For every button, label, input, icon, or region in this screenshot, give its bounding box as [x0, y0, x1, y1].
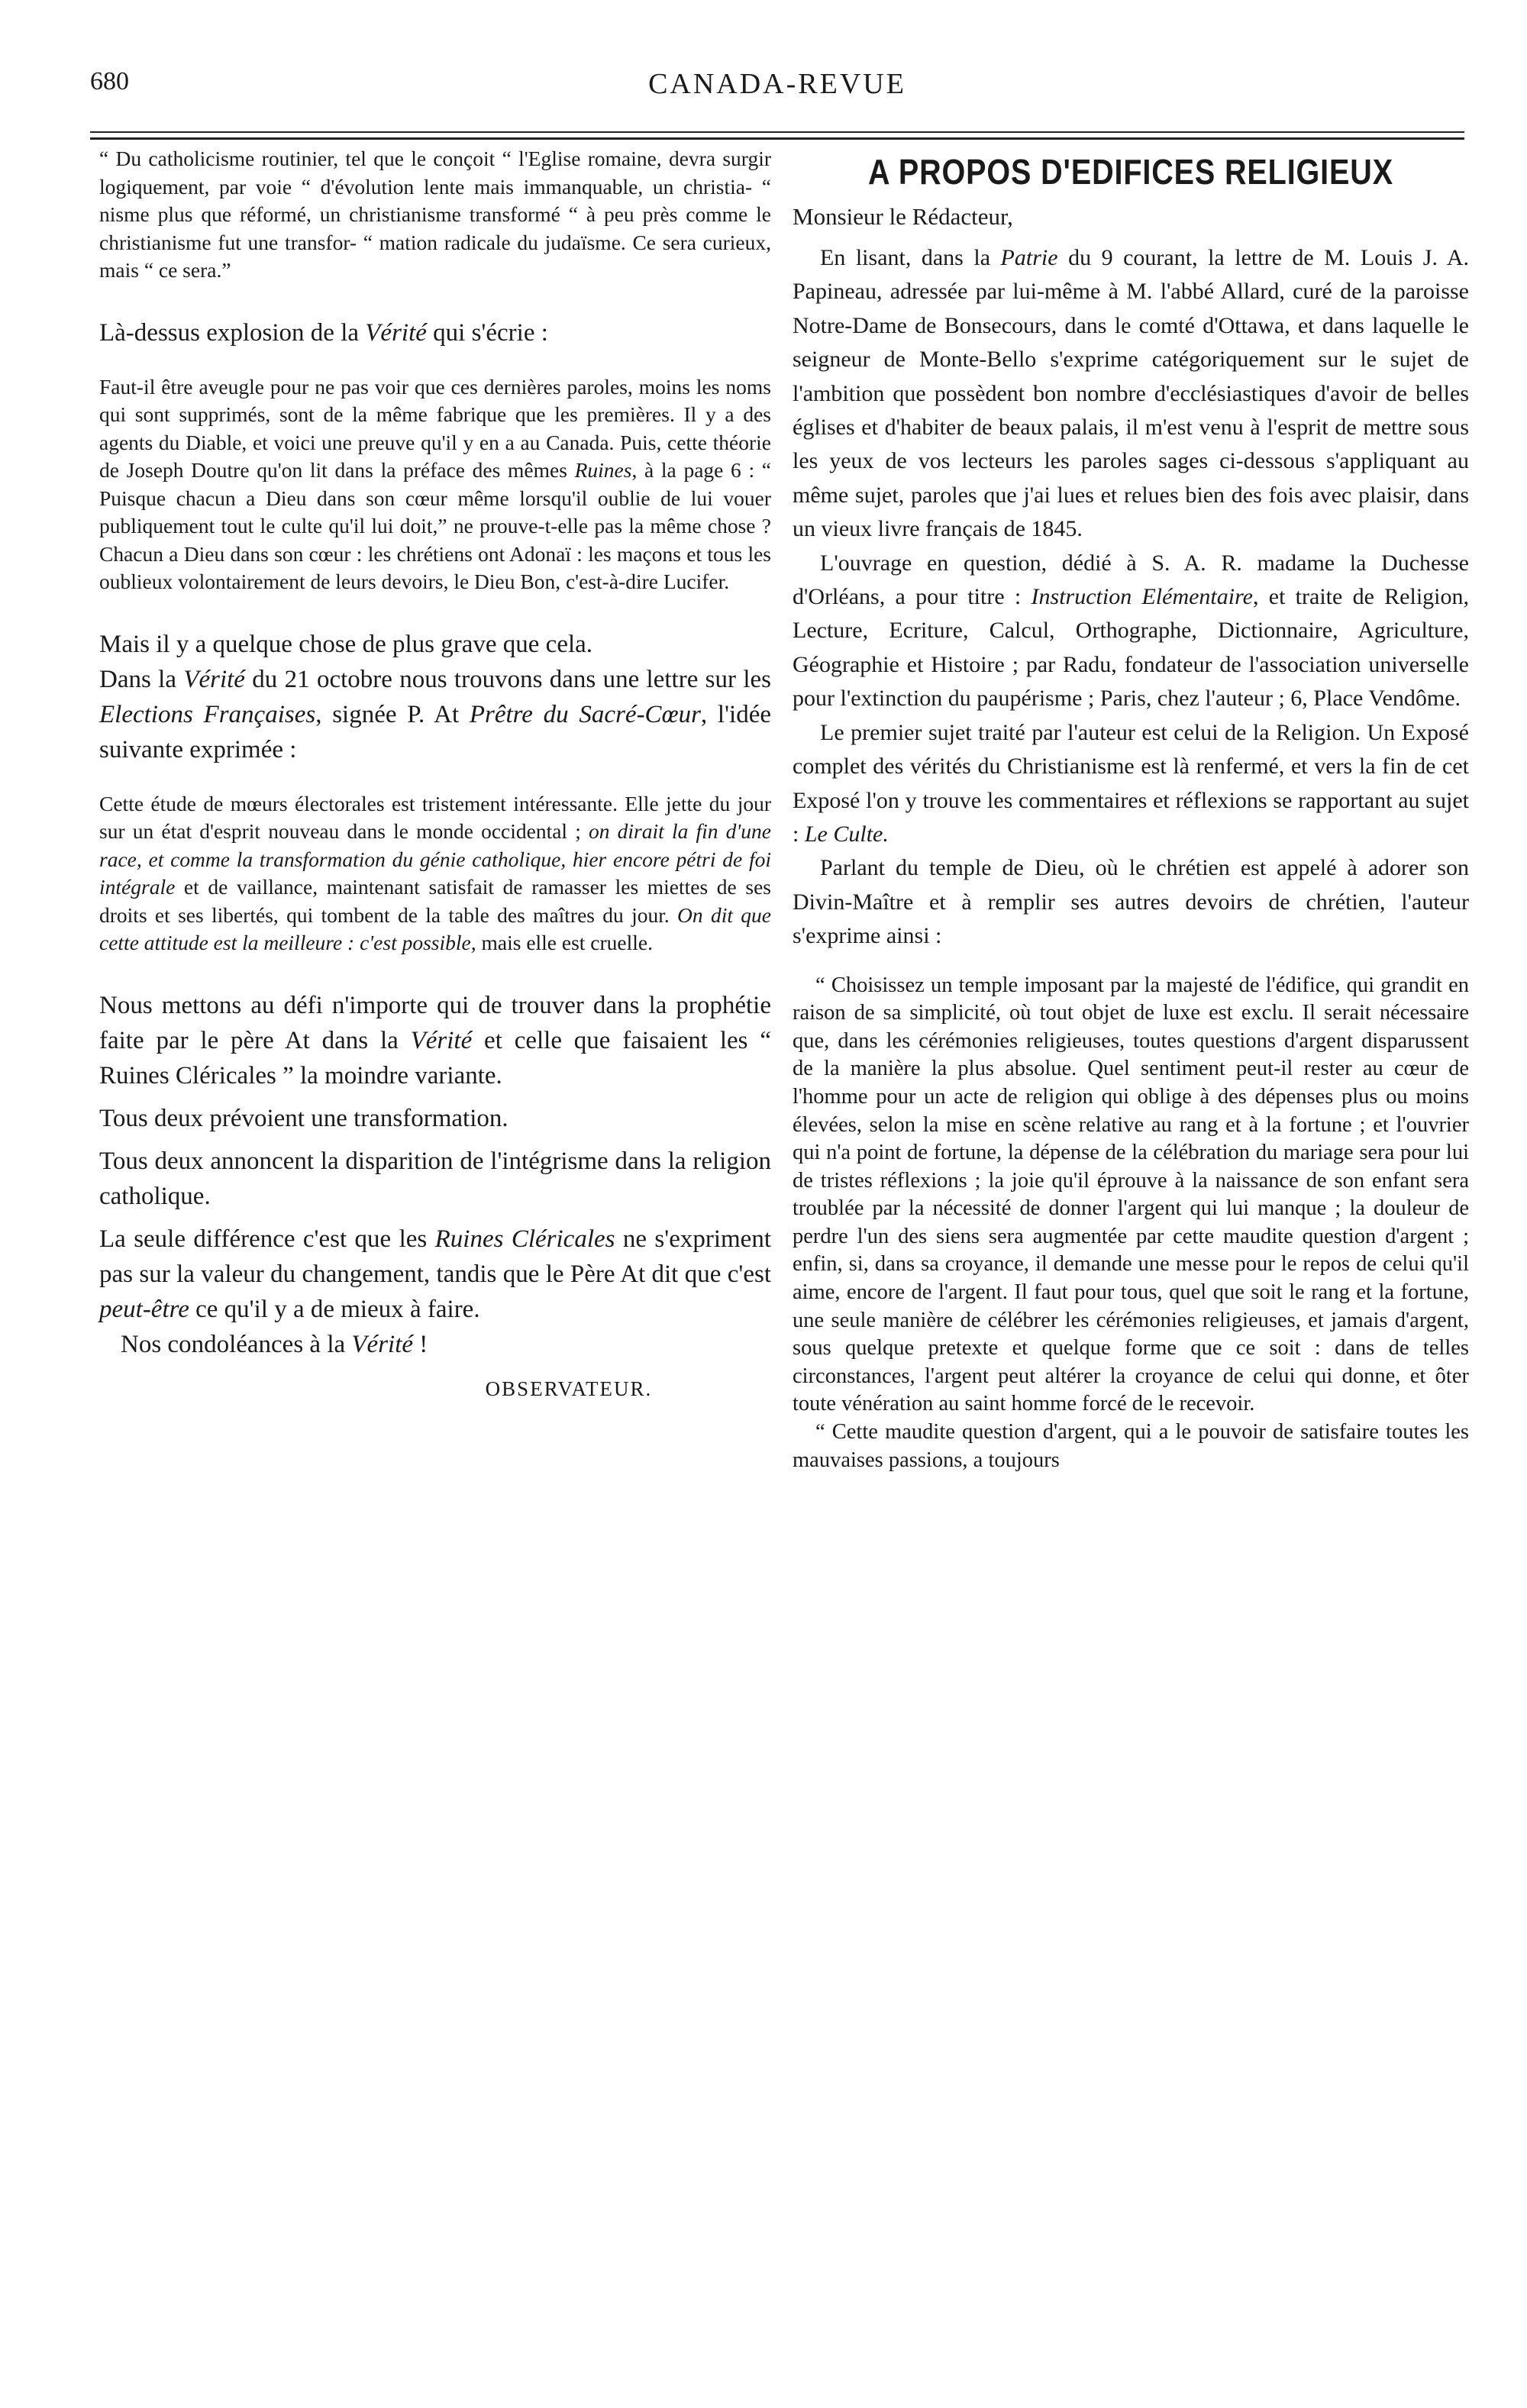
text: Le premier sujet traité par l'auteur est celui de la Religion. Un Exposé complet des vérités du Christianisme est là renfermé, et vers la fin de cet Exposé l'on y trouve les commentaires et réflexions se rapportant au sujet :: [793, 719, 1469, 847]
emphasis: on dirait la fin d'une race, et comme la transformation du génie catholique, hier encore pétri de foi intégrale: [99, 819, 771, 899]
emphasis: Instruction Elémentaire: [1031, 584, 1253, 610]
header-rule-top: [90, 131, 1464, 133]
emphasis: Le Culte.: [804, 821, 889, 847]
emphasis: Vérité: [410, 1026, 473, 1054]
quote-verite-text-end: , à la page 6 : “ Puisque chacun a Dieu dans son cœur même lorsqu'il oublie de lui vouer publiquement tout le culte qu'il lui doit,” ne prouve-t-elle pas la même chose ? Chacun a Dieu dans son cœur : les chrétiens ont Adonaï : les maçons et tous les oublieux volontairement de leurs devoirs, le Dieu Bon, c'est-à-dire Lucifer.: [99, 458, 772, 593]
text: , l'idée suivante exprimée :: [99, 700, 771, 763]
intro-emphasis: Vérité: [365, 318, 427, 347]
paragraph-difference: [99, 1222, 771, 1327]
text: Parlant du temple de Dieu, où le chrétien est appelé à adorer son Divin-Maître et à remplir ses autres devoirs de chrétien, l'auteur s'exprime ainsi :: [793, 855, 1469, 949]
quote-verite: [99, 373, 771, 596]
paragraph-grave-text: Mais il y a quelque chose de plus grave que cela.: [99, 630, 593, 658]
paragraph-verite-21: [99, 662, 771, 767]
text: Dans la: [99, 665, 184, 693]
paragraph-defi: [99, 988, 771, 1093]
emphasis: Elections Françaises: [99, 700, 316, 728]
right-column: [793, 145, 1469, 1474]
emphasis: On dit que cette attitude est la meilleure : c'est possible,: [99, 902, 771, 954]
emphasis: Patrie: [1000, 245, 1058, 270]
paragraph-grave: [99, 627, 771, 662]
text: L'ouvrage en question, dédié à S. A. R. madame la Duchesse d'Orléans, a pour titre :: [793, 550, 1469, 610]
quote-pere-at: [99, 790, 771, 957]
emphasis: Vérité: [183, 665, 245, 693]
text: du 21 octobre nous trouvons dans une lettre sur les: [244, 665, 771, 693]
text: “ Cette maudite question d'argent, qui a le pouvoir de satisfaire toutes les mauvaises passions, a toujours: [793, 1420, 1469, 1472]
right-paragraph-1: [793, 241, 1469, 547]
text: Nos condoléances à la: [121, 1330, 352, 1358]
header-rule-bottom: [90, 137, 1464, 140]
text: “ Choisissez un temple imposant par la majesté de l'édifice, qui grandit en raison de sa simplicité, où tout objet de luxe est exclu. Il serait nécessaire que, dans les cérémonies religieuses, toutes questions d'argent disparussent de la manière la plus absolue. Quel sentiment peut-il rester au cœur de l'homme pour un acte de religion qui oblige à des dépenses plus ou moins élevées, selon la mise en scène relative au rang et à la fortune ; et l'ouvrier qui n'a point de fortune, la dépense de la célébration du mariage sera pour lui de tristes réflexions ; la joie qu'il éprouve à la naissance de son enfant sera troublée par la nécessité de donner l'argent qui lui manque ; la douleur de perdre l'un des siens sera augmentée par cette maudite question d'argent ; enfin, si, dans sa croyance, il demande une messe pour le repos de celui qu'il aime, encore de l'argent. Il faut pour tous, quel que soit le rang et la fortune, une seule manière de célébrer les cérémonies religieuses, et jamais d'argent, sous quelque pretexte et quelque forme que ce soit : dans de telles circonstances, l'argent peut altérer la croyance de celui qui donne, et ôter toute vénération au saint homme forcé de le recevoir.: [793, 973, 1469, 1416]
text: , et traite de Religion, Lecture, Ecriture, Calcul, Orthographe, Dictionnaire, Agriculture, Géographie et Histoire ; par Radu, fondateur de l'association universelle pour l'extinction du paupérisme ; Paris, chez l'auteur ; 6, Place Vendôme.: [793, 584, 1470, 712]
emphasis: peut-être: [99, 1295, 189, 1323]
text: ce qu'il y a de mieux à faire.: [189, 1295, 480, 1323]
quote-verite-text: Faut-il être aveugle pour ne pas voir que ces dernières paroles, moins les noms qui sont supprimés, sont de la même fabrique que les premières. Il y a des agents du Diable, et voici une preuve qu'il y en a au Canada. Puis, cette théorie de Joseph Doutre qu'on lit dans la préface des mêmes: [99, 374, 771, 482]
page-number: 680: [90, 67, 129, 95]
right-quote-2: [793, 1419, 1469, 1474]
text: ne s'expriment pas sur la valeur du changement, tandis que le Père At dit que c'est: [99, 1225, 772, 1288]
emphasis: Ruines Cléricales: [434, 1225, 615, 1253]
text: et de vaillance, maintenant satisfait de ramasser les miettes de ses droits et ses libertés, qui tombent de la table des maîtres du jour.: [99, 875, 771, 927]
quote-text: “ Du catholicisme routinier, tel que le conçoit “ l'Eglise romaine, devra surgir logiquement, par voie “ d'évolution lente mais immanquable, un christia- “ nisme plus que réformé, un christianisme transformé “ à peu près comme le christianisme fut une transfor- “ mation radicale du judaïsme. Ce sera curieux, mais “ ce sera.”: [99, 147, 771, 282]
text: !: [413, 1330, 428, 1358]
paragraph-transformation: [99, 1101, 771, 1136]
text: mais elle est cruelle.: [476, 931, 653, 954]
intro-text-end: qui s'écrie :: [426, 318, 548, 347]
text: Tous deux annoncent la disparition de l'intégrisme dans la religion catholique.: [99, 1147, 771, 1210]
right-quote-1: [793, 972, 1469, 1419]
text: , signée P. At: [315, 700, 470, 728]
intro-paragraph: [99, 315, 771, 350]
text: En lisant, dans la: [820, 245, 1001, 270]
running-head: [90, 67, 1464, 113]
paragraph-condoleances: [99, 1327, 771, 1362]
text: La seule différence c'est que les: [99, 1225, 435, 1253]
left-column: [99, 145, 771, 1401]
emphasis: Vérité: [351, 1330, 414, 1358]
text: Tous deux prévoient une transformation.: [99, 1104, 508, 1132]
right-paragraph-2: [793, 547, 1469, 716]
text: du 9 courant, la lettre de M. Louis J. A. Papineau, adressée par lui-même à M. l'abbé Allard, curé de la paroisse Notre-Dame de Bonsecours, dans le comté d'Ottawa, et dans laquelle le seigneur de Monte-Bello s'exprime catégoriquement sur le sujet de l'ambition que possèdent bon nombre d'ecclésiastiques d'avoir de belles églises et d'habiter de beaux palais, il m'est venu à l'esprit de mettre sous les yeux de vos lecteurs les paroles sages ci-dessous s'appliquant au même sujet, paroles que j'ai lues et relues bien des fois avec plaisir, dans un vieux livre français de 1845.: [793, 245, 1469, 542]
text: et celle que faisaient les “ Ruines Cléricales ” la moindre variante.: [99, 1026, 771, 1089]
emphasis: Prêtre du Sacré-Cœur: [469, 700, 701, 728]
salutation: Monsieur le Rédacteur,: [793, 203, 1013, 230]
intro-text: Là-dessus explosion de la: [99, 318, 366, 347]
article-title: A PROPOS D'EDIFICES RELIGIEUX: [868, 152, 1393, 192]
text: Nous mettons au défi n'importe qui de trouver dans la prophétie faite par le père At dans la: [99, 991, 771, 1054]
journal-title: CANADA-REVUE: [648, 68, 906, 100]
text: Cette étude de mœurs électorales est tristement intéressante. Elle jette du jour sur un état d'esprit nouveau dans le monde occidental ;: [99, 791, 771, 843]
quote-ruines-clericales: [99, 145, 771, 285]
signature: OBSERVATEUR.: [485, 1377, 653, 1400]
paragraph-disparition: [99, 1144, 771, 1214]
right-paragraph-4: [793, 851, 1469, 953]
quote-verite-emphasis: Ruines: [574, 458, 632, 482]
right-paragraph-3: [793, 716, 1469, 852]
